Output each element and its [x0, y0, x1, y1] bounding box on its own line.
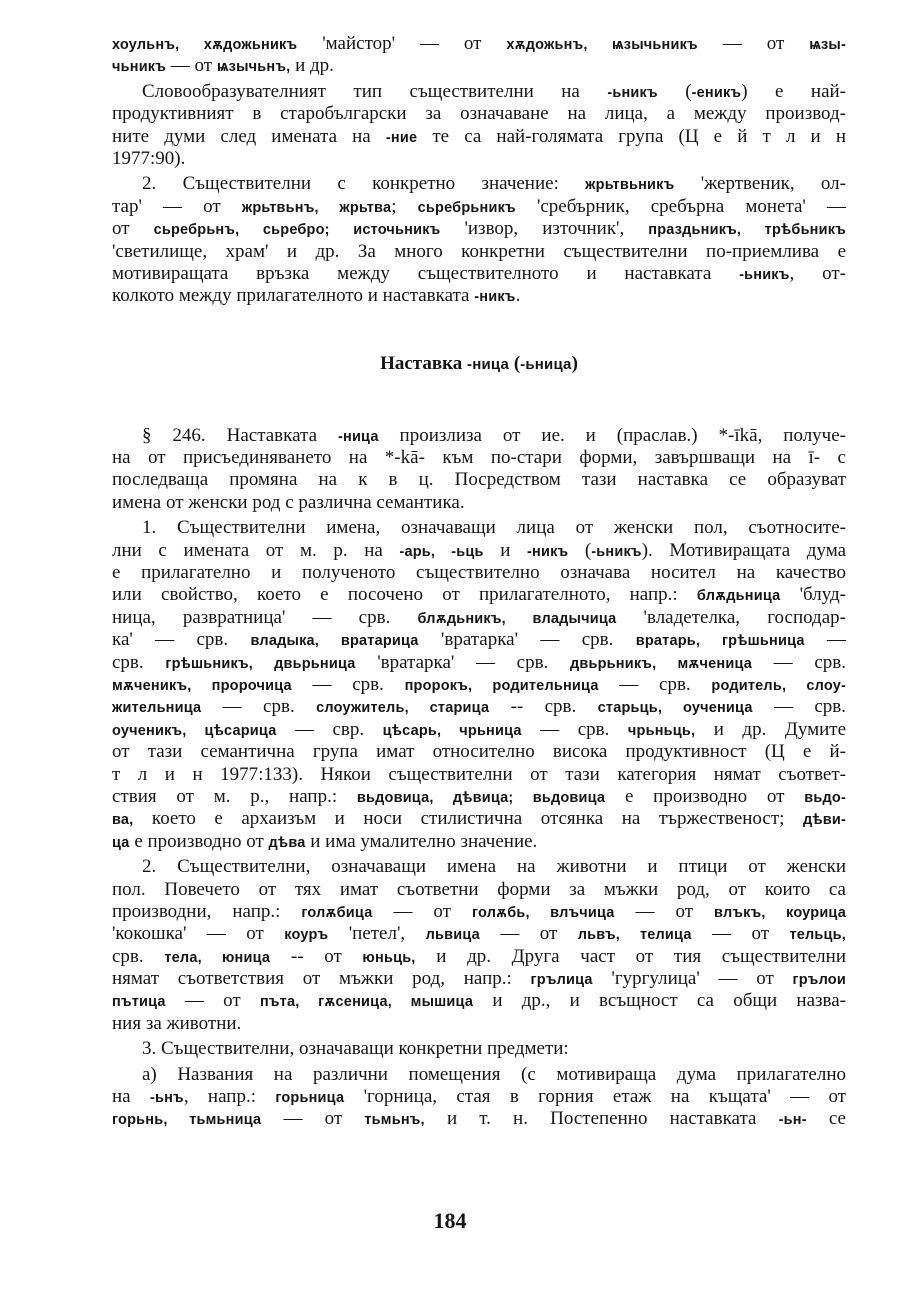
text-line [112, 1086, 846, 1108]
old-bulgarian-word: -ьникъ [739, 266, 790, 283]
text-line [112, 923, 846, 945]
text-segment: ) е най- [741, 80, 846, 102]
text-segment: ) [571, 352, 578, 374]
text-line [112, 831, 846, 853]
text-segment: ните думи след имената на [112, 125, 386, 147]
old-bulgarian-word: влъкъ, коурица [714, 904, 846, 921]
old-bulgarian-word: -ние [385, 129, 418, 146]
text-line [112, 901, 846, 923]
paragraph [112, 173, 846, 307]
text-line [112, 696, 846, 718]
old-bulgarian-word: блѫдьникъ, владычица [417, 610, 617, 627]
text-segment: срв. [112, 945, 165, 967]
old-bulgarian-word: цѣсарь, чрьница [382, 722, 522, 739]
old-bulgarian-word: грълица [530, 972, 593, 989]
text-line [112, 126, 846, 148]
text-line [112, 584, 846, 606]
text-segment: ница, развратница' — срв. [112, 606, 418, 628]
text-line [112, 719, 846, 741]
old-bulgarian-word: родитель, слоу- [711, 677, 847, 694]
text-line [112, 741, 846, 763]
text-segment: — от [165, 990, 260, 1012]
old-bulgarian-word: -ница [467, 355, 510, 373]
text-segment: и др. Думите [695, 718, 846, 740]
text-segment: — срв. [598, 673, 712, 695]
old-bulgarian-word: пътица [112, 994, 166, 1011]
text-segment: а) Названия на различни помещения (с мотивираща дума прилагателно [142, 1063, 846, 1085]
old-bulgarian-word: оученикъ, цѣсарица [112, 722, 277, 739]
text-segment: т л и н 1977:133). Някои съществителни от тази категория нямат съответ- [112, 763, 846, 785]
text-line [112, 196, 846, 218]
text-segment: и т. н. Постепенно наставката [424, 1108, 779, 1130]
text-line [112, 990, 846, 1012]
text-segment: 'майстор' — от [297, 33, 507, 54]
old-bulgarian-word: горьнь, тьмьница [112, 1112, 262, 1129]
text-line [112, 173, 846, 195]
text-segment: 'владетелка, господар- [616, 606, 846, 628]
text-segment: имена от женски род с различна семантика. [112, 491, 465, 513]
text-line [112, 447, 846, 469]
text-segment: § 246. Наставката [142, 424, 338, 446]
old-bulgarian-word: тела, юница [164, 949, 271, 966]
text-segment: на [112, 1086, 150, 1108]
text-line [112, 492, 846, 514]
text-line [112, 764, 846, 786]
text-segment: Словообразувателният тип съществителни на [142, 80, 608, 102]
old-bulgarian-word: -ьнъ [149, 1090, 184, 1107]
text-segment: ( [568, 539, 592, 561]
text-segment: производни, напр.: [112, 900, 302, 922]
text-segment: — срв. [752, 696, 847, 718]
text-segment: — [804, 629, 846, 651]
text-line [112, 946, 846, 968]
text-segment: 'вратарка' — срв. [355, 651, 570, 673]
text-segment: последваща промяна на к в ц. Посредством тази наставка се образуват [112, 469, 846, 491]
old-bulgarian-word: жительница [112, 700, 202, 717]
text-line [112, 425, 846, 447]
text-segment: те са най-голямата група (Ц е й т л и н [417, 125, 847, 147]
old-bulgarian-word: двьрьникъ, мѫченица [569, 655, 753, 672]
old-bulgarian-word: юньць, [362, 949, 416, 966]
text-segment: и има умалително значение. [305, 830, 538, 852]
text-segment: и др. Друга част от тия съществителни [415, 945, 847, 967]
old-bulgarian-word: львица [425, 927, 480, 944]
old-bulgarian-word: владыка, вратарица [250, 633, 419, 650]
text-line [112, 968, 846, 990]
document-page [112, 30, 846, 1131]
text-segment: ния за животни. [112, 1012, 242, 1034]
text-segment: пол. Повечето от тях имат съответни форми за мъжки род, от които са [112, 878, 846, 900]
section-before-heading [112, 33, 846, 308]
text-segment: от [112, 218, 154, 240]
old-bulgarian-word: грѣшьникъ, двьрьница [165, 655, 356, 672]
paragraph [112, 856, 846, 1035]
text-segment: и др., и всъщност са общи назва- [473, 990, 846, 1012]
text-segment: ка' — срв. [112, 629, 251, 651]
text-line [112, 856, 846, 878]
old-bulgarian-word: грълои [792, 972, 846, 989]
old-bulgarian-word: -ница [337, 428, 379, 445]
text-segment: ( [657, 80, 692, 102]
text-segment: 'жертвеник, ол- [674, 173, 846, 195]
text-line [112, 562, 846, 584]
text-segment: 1977:90). [112, 147, 186, 169]
text-segment: ствия от м. р., напр.: [112, 785, 357, 807]
text-segment: се [806, 1108, 846, 1130]
page-number: 184 [433, 1208, 467, 1233]
old-bulgarian-word: голѫбица [301, 904, 373, 921]
text-segment: — срв. [752, 651, 847, 673]
text-segment: 'кокошка' — от [112, 923, 285, 945]
old-bulgarian-word: вьдо- [804, 789, 846, 806]
text-segment: Наставка [380, 352, 468, 374]
text-line [112, 1108, 846, 1130]
text-segment: — от [614, 900, 715, 922]
text-segment: нямат съответствия от мъжки род, напр.: [112, 968, 531, 990]
text-line [112, 808, 846, 830]
text-segment: от тази семантична група имат относително висока продуктивност (Ц е й- [112, 741, 846, 763]
old-bulgarian-word: слоужитель, старица [316, 700, 490, 717]
old-bulgarian-word: горьница [275, 1090, 345, 1107]
old-bulgarian-word: блѫдьница [696, 588, 781, 605]
old-bulgarian-word: старьць, оученица [597, 700, 753, 717]
old-bulgarian-word: -еникъ [691, 84, 742, 101]
paragraph [112, 1064, 846, 1131]
text-segment: . [515, 285, 521, 307]
text-segment: — от [261, 1108, 365, 1130]
text-segment: срв. [112, 651, 166, 673]
text-segment: е производно от [605, 785, 805, 807]
text-segment: 'светилище, храм' и др. За много конкретни съществителни по-приемлива е [112, 240, 846, 262]
text-segment: или свойство, което е посочено от прилагателното, напр.: [112, 584, 697, 606]
text-segment: -- срв. [489, 696, 598, 718]
text-line [112, 218, 846, 240]
text-segment: колкото между прилагателното и наставката [112, 285, 475, 307]
text-line [112, 469, 846, 491]
old-bulgarian-word: хоульнъ, хѫдожьникъ [112, 37, 298, 53]
old-bulgarian-word: праздьникъ, трѣбьникъ [648, 222, 846, 239]
text-segment: 2. Съществителни с конкретно значение: [142, 173, 586, 195]
old-bulgarian-word: ца [112, 834, 130, 851]
old-bulgarian-word: сьребрьникъ [417, 199, 516, 216]
text-segment: 'извор, източник', [440, 218, 649, 240]
text-segment: , напр.: [183, 1086, 276, 1108]
text-segment: 'гургулица' — от [592, 968, 793, 990]
old-bulgarian-word: пророкъ, родительница [404, 677, 599, 694]
text-segment: -- от [270, 945, 363, 967]
text-segment: и [483, 539, 527, 561]
text-segment: — срв. [201, 696, 317, 718]
text-segment: 'горница, стая в горния етаж на къщата' — от [344, 1086, 846, 1108]
old-bulgarian-word: -никъ [526, 543, 569, 560]
old-bulgarian-word: жрьтвьнъ, жрьтва [241, 199, 392, 216]
text-segment: 3. Съществителни, означаващи конкретни предмети: [142, 1038, 569, 1060]
text-line [112, 629, 846, 651]
text-segment: ; [391, 195, 418, 217]
old-bulgarian-word: коуръ [284, 927, 329, 944]
text-segment: — срв. [291, 673, 405, 695]
old-bulgarian-word: -ьникъ [607, 84, 658, 101]
section-suffix-nica [112, 425, 846, 1131]
text-segment: е прилагателно и полученото съществително означава носител на качество [112, 562, 846, 584]
old-bulgarian-word: львъ, телица [577, 927, 692, 944]
old-bulgarian-word: вьдовица, дѣвица; вьдовица [356, 789, 606, 806]
text-line [112, 674, 846, 696]
text-segment: което е архаизъм и носи стилистична отсянка на тържественост; [133, 808, 803, 830]
text-line [112, 285, 846, 307]
text-segment: 2. Съществителни, означаващи имена на животни и птици от женски [142, 856, 846, 878]
text-segment: — свр. [276, 718, 383, 740]
text-segment: — срв. [521, 718, 628, 740]
old-bulgarian-word: дѣви- [802, 812, 846, 829]
old-bulgarian-word: хѫдожьнъ, ѩзычьникъ [506, 37, 698, 53]
text-segment: — от [697, 33, 810, 54]
text-line [112, 607, 846, 629]
text-segment: ). Мотивиращата дума [641, 539, 847, 561]
old-bulgarian-word: тьмьнъ, [364, 1112, 425, 1129]
text-line [112, 879, 846, 901]
text-segment: 'сребърник, сребърна монета' — [515, 195, 846, 217]
text-segment: — от [691, 923, 790, 945]
text-line [112, 1038, 846, 1060]
old-bulgarian-word: -ьница [520, 355, 572, 373]
text-segment: ( [509, 352, 521, 374]
text-line [112, 263, 846, 285]
old-bulgarian-word: вратарь, грѣшьница [635, 633, 805, 650]
old-bulgarian-word: ѩзы- [809, 37, 847, 53]
text-segment: произлиза от ие. и (праслав.) *-īkā, получе- [378, 424, 846, 446]
old-bulgarian-word: ѩзычьнъ, [216, 59, 291, 76]
paragraph [112, 1038, 846, 1060]
text-segment: и др. [290, 55, 334, 77]
old-bulgarian-word: чьникъ [112, 59, 167, 76]
old-bulgarian-word: пъта, гѫсеница, мышица [259, 994, 474, 1011]
text-segment: — от [166, 55, 217, 77]
old-bulgarian-word: дѣва [268, 834, 306, 851]
text-line [112, 55, 846, 77]
old-bulgarian-word: тельць, [789, 927, 846, 944]
paragraph [112, 81, 846, 171]
text-segment: — от [479, 923, 578, 945]
text-segment: 1. Съществителни имена, означаващи лица от женски пол, съотносите- [142, 517, 846, 539]
text-segment: — от [372, 900, 472, 922]
paragraph [112, 517, 846, 853]
old-bulgarian-word: голѫбь, влъчица [471, 904, 615, 921]
old-bulgarian-word: -арь, -ьць [399, 543, 484, 560]
old-bulgarian-word: мѫченикъ, пророчица [112, 677, 292, 694]
text-line [112, 81, 846, 103]
old-bulgarian-word: чрьньць, [627, 722, 696, 739]
text-segment: 'блуд- [780, 584, 846, 606]
text-line [112, 540, 846, 562]
old-bulgarian-word: ва, [112, 812, 134, 829]
text-line [112, 786, 846, 808]
text-segment: , от- [789, 262, 847, 284]
text-segment: 'петел', [328, 923, 426, 945]
old-bulgarian-word: -ьн- [778, 1112, 807, 1129]
text-segment: тар' — от [112, 195, 242, 217]
old-bulgarian-word: сьребрьнъ, сьребро; источьникъ [153, 222, 441, 239]
text-line [112, 652, 846, 674]
text-segment: лни с имената от м. р. на [112, 539, 400, 561]
paragraph [112, 33, 846, 78]
paragraph [112, 425, 846, 515]
text-line [112, 103, 846, 125]
text-segment: продуктивният в старобългарски за означаване на лица, а между производ- [112, 103, 846, 125]
text-line [112, 1064, 846, 1086]
text-line [112, 148, 846, 170]
text-segment: на от присъединяването на *-kā- към по-стари форми, завършващи на ī- с [112, 447, 846, 469]
section-heading [112, 352, 846, 377]
text-line [112, 33, 846, 55]
old-bulgarian-word: жрьтвьникъ [585, 177, 675, 194]
old-bulgarian-word: -ьникъ [591, 543, 642, 560]
text-line [112, 241, 846, 263]
old-bulgarian-word: -никъ [474, 289, 516, 306]
text-line [112, 1013, 846, 1035]
text-segment: 'вратарка' — срв. [418, 629, 636, 651]
text-segment: мотивиращата връзка между съществителното и наставката [112, 262, 740, 284]
text-segment: е производно от [129, 830, 269, 852]
text-line [112, 517, 846, 539]
